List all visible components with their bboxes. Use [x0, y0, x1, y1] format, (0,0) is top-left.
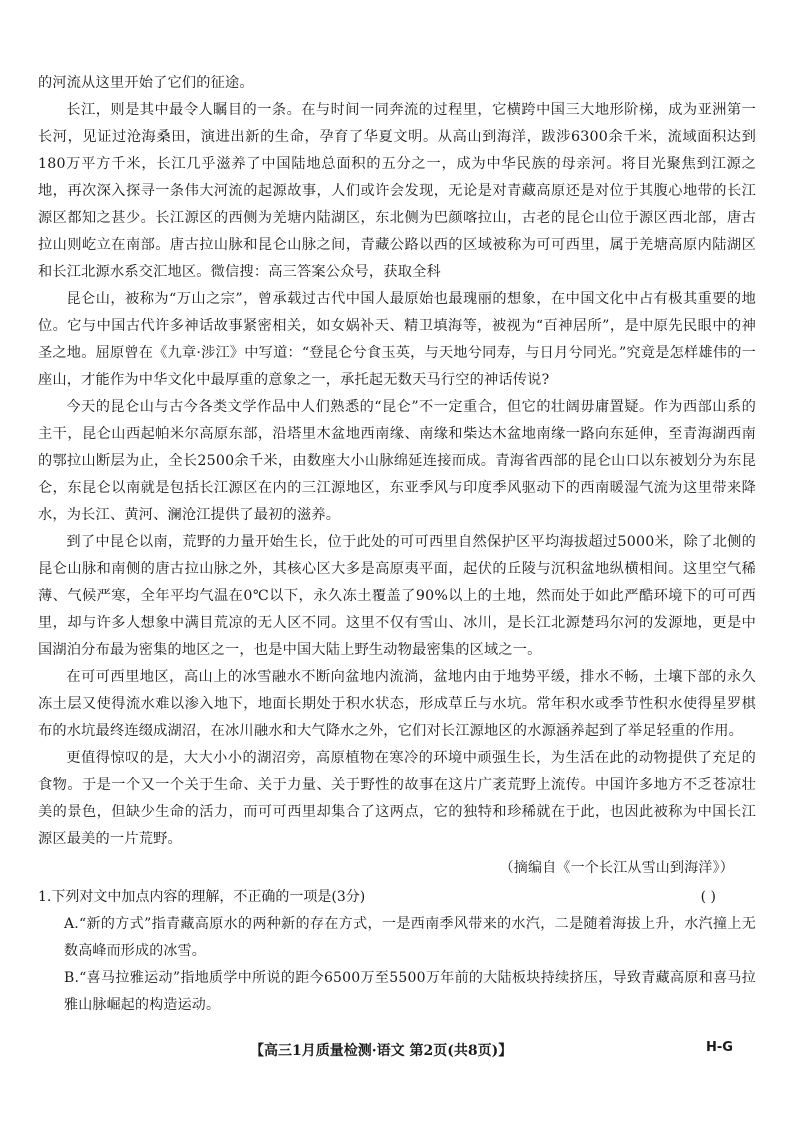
question-stem-row — [38, 884, 756, 911]
paragraph-3: 今天的昆仑山与古今各类文学作品中人们熟悉的“昆仑”不一定重合，但它的壮阔毋庸置疑。作为西部山系的主干，昆仑山西起帕米尔高原东部，沿塔里木盆地西南缘、南缘和柴达木盆地南缘一路向东延伸，至青海湖西南的鄂拉山断层为止，全长2500余千米，由数座大小山脉绵延连接而成。青海省西部的昆仑山口以东被划分为东昆仑，东昆仑以南就是包括长江源区在内的三江源地区，东亚季风与印度季风驱动下的西南暖湿气流为这里带来降水，为长江、黄河、澜沧江提供了最初的滋养。 — [38, 399, 756, 523]
paragraph-6: 更值得惊叹的是，大大小小的湖沼旁，高原植物在寒冷的环境中顽强生长，为生活在此的动物提供了充足的食物。于是一个又一个关于生命、关于力量、关于野性的故事在这片广袤荒野上流传。中国许多地方不乏苍凉壮美的景色，但缺少生命的活力，而可可西里却集合了这两点，它的独特和珍稀就在于此，也因此被称为中国长江源区最美的一片荒野。 — [38, 750, 756, 847]
document-page — [38, 70, 756, 1019]
page-footer — [0, 1040, 794, 1064]
answer-blank: ( ) — [700, 889, 716, 905]
question-stem: 1.下列对文中加点内容的理解，不正确的一项是(3分) — [38, 889, 366, 905]
option-b: B.“喜马拉雅运动”指地质学中所说的距今6500万至5500万年前的大陆板块持续挤压，导致青藏高原和喜马拉雅山脉崛起的构造运动。 — [64, 970, 756, 1013]
option-a: A.“新的方式”指青藏高原水的两种新的存在方式，一是西南季风带来的水汽，二是随着海拔上升，水汽撞上无数高峰而形成的冰雪。 — [64, 916, 756, 959]
source-citation: （摘编自《一个长江从雪山到海洋》） — [499, 860, 734, 876]
paragraph-4: 到了中昆仑以南，荒野的力量开始生长，位于此处的可可西里自然保护区平均海拔超过5000米，除了北侧的昆仑山脉和南侧的唐古拉山脉之外，其核心区大多是高原夷平面，起伏的丘陵与沉积盆地纵横相间。这里空气稀薄、气候严寒，全年平均气温在0℃以下，永久冻土覆盖了90%以上的土地，然而处于如此严酷环境下的可可西里，却与许多人想象中满目荒凉的无人区不同。这里不仅有雪山、冰川，是长江北源楚玛尔河的发源地，更是中国湖泊分布最为密集的地区之一，也是中国大陆上野生动物最密集的区域之一。 — [38, 534, 756, 658]
paragraph-0: 的河流从这里开始了它们的征途。 — [38, 75, 254, 91]
paragraph-5: 在可可西里地区，高山上的冰雪融水不断向盆地内流淌，盆地内由于地势平缓，排水不畅，土壤下部的永久冻土层又使得流水难以渗入地下，地面长期处于积水状态，形成草丘与水坑。常年积水或季节性积水使得星罗棋布的水坑最终连缀成湖沼，在冰川融水和大气降水之外，它们对长江源地区的水源涵养起到了举足轻重的作用。 — [38, 669, 756, 739]
paragraph-1: 长江，则是其中最令人瞩目的一条。在与时间一同奔流的过程里，它横跨中国三大地形阶梯，成为亚洲第一长河，见证过沧海桑田，演进出新的生命，孕育了华夏文明。从高山到海洋，跋涉6300余千米，流域面积达到180万平方千米，长江几乎滋养了中国陆地总面积的五分之一，成为中华民族的母亲河。将目光聚焦到江源之地，再次深入探寻一条伟大河流的起源故事，人们或许会发现，无论是对青藏高原还是对位于其腹心地带的长江源区都知之甚少。长江源区的西侧为羌塘内陆湖区，东北侧为巴颜喀拉山，古老的昆仑山位于源区西北部，唐古拉山则屹立在南部。唐古拉山脉和昆仑山脉之间，青藏公路以西的区域被称为可可西里，属于羌塘高原内陆湖区和长江北源水系交汇地区。微信搜：高三答案公众号，获取全科 — [38, 102, 756, 280]
paragraph-2: 昆仑山，被称为“万山之宗”，曾承载过古代中国人最原始也最瑰丽的想象，在中国文化中占有极其重要的地位。它与中国古代许多神话故事紧密相关，如女娲补天、精卫填海等，被视为“百神居所”，是中原先民眼中的神圣之地。屈原曾在《九章·涉江》中写道：“登昆仑兮食玉英，与天地兮同寿，与日月兮同光。”究竟是怎样雄伟的一座山，才能作为中华文化中最厚重的意象之一，承托起无数天马行空的神话传说? — [38, 291, 756, 388]
footer-code: H-G — [706, 1040, 733, 1055]
footer-label: 【高三1月质量检测·语文 第2页(共8页)】 — [250, 1043, 513, 1059]
